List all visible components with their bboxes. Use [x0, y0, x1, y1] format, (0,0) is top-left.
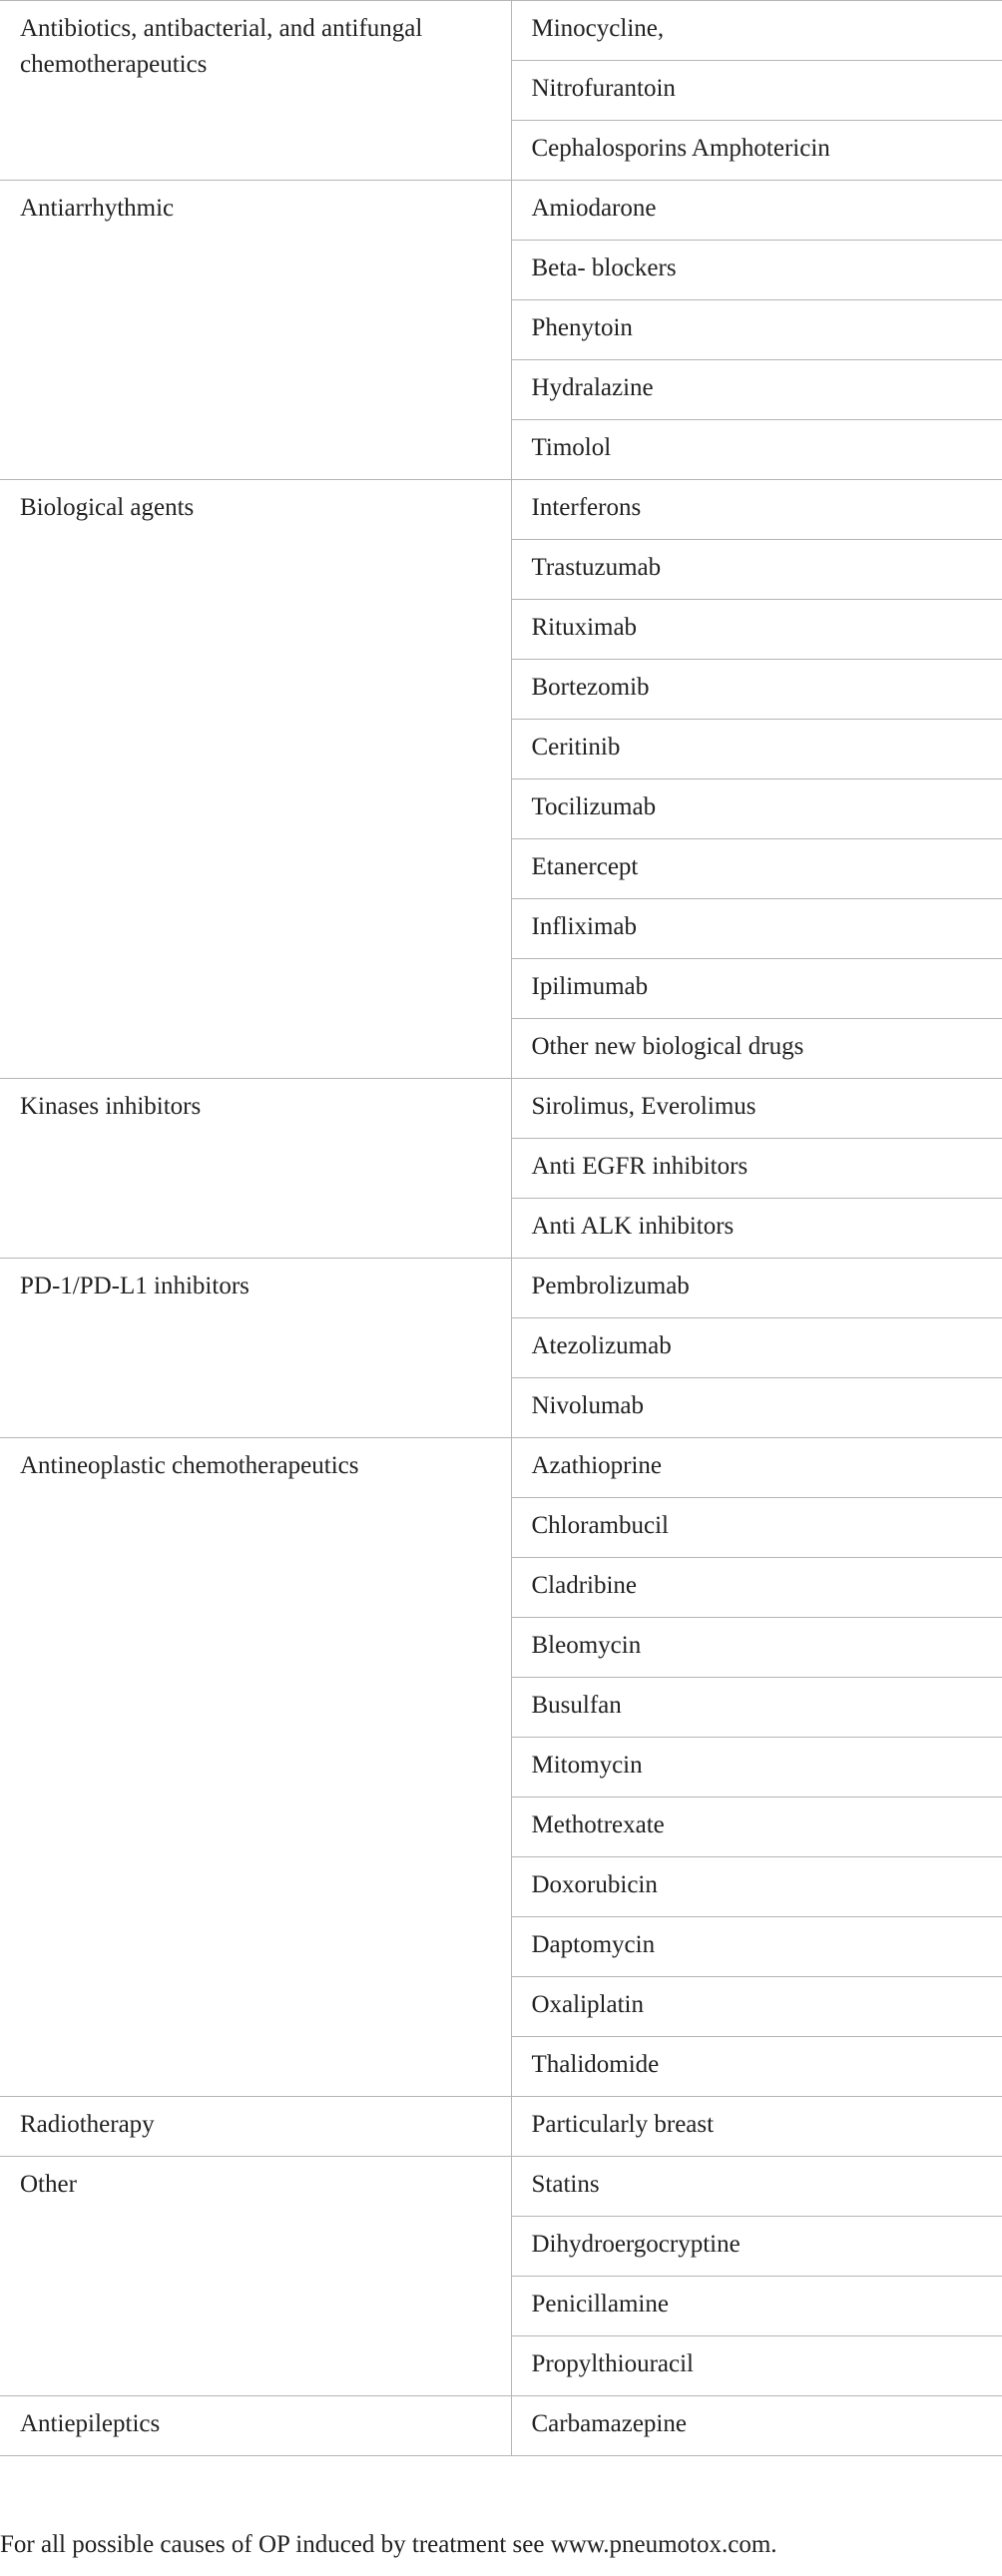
- drug-cell: Thalidomide: [511, 2037, 1002, 2097]
- category-cell: [0, 1079, 511, 1259]
- drug-cell: Oxaliplatin: [511, 1977, 1002, 2037]
- drug-cell: Penicillamine: [511, 2277, 1002, 2336]
- drug-cell: Methotrexate: [511, 1798, 1002, 1857]
- drug-cell: Azathioprine: [511, 1438, 1002, 1498]
- table-row: [0, 181, 1002, 241]
- table-body: [0, 1, 1002, 2456]
- category-label: Antiarrhythmic: [20, 195, 175, 222]
- drug-cell: Particularly breast: [511, 2097, 1002, 2157]
- drug-cell: Doxorubicin: [511, 1857, 1002, 1917]
- drug-cell: Etanercept: [511, 839, 1002, 899]
- category-label: Antiepileptics: [20, 2410, 161, 2437]
- drug-cell: Pembrolizumab: [511, 1259, 1002, 1318]
- drug-cell: Amiodarone: [511, 181, 1002, 241]
- drug-cell: Mitomycin: [511, 1738, 1002, 1798]
- category-cell: [0, 2097, 511, 2157]
- table-row: [0, 2097, 1002, 2157]
- drug-cell: Statins: [511, 2157, 1002, 2217]
- drug-cell: Beta- blockers: [511, 241, 1002, 300]
- category-cell: [0, 480, 511, 1079]
- drug-cell: Cephalosporins Amphotericin: [511, 121, 1002, 181]
- table-row: [0, 2157, 1002, 2217]
- category-cell: [0, 1438, 511, 2097]
- drug-cell: Trastuzumab: [511, 540, 1002, 600]
- drug-cell: Timolol: [511, 420, 1002, 480]
- table-row: [0, 1, 1002, 61]
- category-label: PD-1/PD-L1 inhibitors: [20, 1273, 250, 1299]
- table-row: [0, 1259, 1002, 1318]
- drug-cell: Interferons: [511, 480, 1002, 540]
- drug-cell: Sirolimus, Everolimus: [511, 1079, 1002, 1139]
- drug-cell: Bortezomib: [511, 660, 1002, 720]
- table-row: [0, 2396, 1002, 2456]
- drug-cell: Chlorambucil: [511, 1498, 1002, 1558]
- drug-cell: Ipilimumab: [511, 959, 1002, 1019]
- drug-cell: Busulfan: [511, 1678, 1002, 1738]
- category-cell: [0, 181, 511, 480]
- drug-cell: Phenytoin: [511, 300, 1002, 360]
- drug-cell: Tocilizumab: [511, 779, 1002, 839]
- drug-cell: Infliximab: [511, 899, 1002, 959]
- drug-cell: Rituximab: [511, 600, 1002, 660]
- drug-cell: Minocycline,: [511, 1, 1002, 61]
- table-row: [0, 480, 1002, 540]
- category-cell: [0, 2396, 511, 2456]
- drug-cell: Daptomycin: [511, 1917, 1002, 1977]
- table-footnote: For all possible causes of OP induced by treatment see www.pneumotox.com.: [0, 2531, 777, 2558]
- table-row: [0, 1079, 1002, 1139]
- drug-cell: Hydralazine: [511, 360, 1002, 420]
- category-label: Biological agents: [20, 494, 195, 521]
- category-cell: [0, 2157, 511, 2396]
- drug-cell: Anti EGFR inhibitors: [511, 1139, 1002, 1199]
- category-cell: [0, 1, 511, 181]
- drug-cell: Atezolizumab: [511, 1318, 1002, 1378]
- drug-cell: Propylthiouracil: [511, 2336, 1002, 2396]
- category-label: Kinases inhibitors: [20, 1093, 202, 1120]
- drug-cell: Bleomycin: [511, 1618, 1002, 1678]
- drug-cell: Ceritinib: [511, 720, 1002, 779]
- drug-cell: Other new biological drugs: [511, 1019, 1002, 1079]
- drug-cell: Cladribine: [511, 1558, 1002, 1618]
- drug-cell: Nivolumab: [511, 1378, 1002, 1438]
- drug-cell: Anti ALK inhibitors: [511, 1199, 1002, 1259]
- drug-cell: Carbamazepine: [511, 2396, 1002, 2456]
- category-label: Antineoplastic chemotherapeutics: [20, 1452, 359, 1479]
- drug-cell: Nitrofurantoin: [511, 61, 1002, 121]
- drug-cell: Dihydroergocryptine: [511, 2217, 1002, 2277]
- category-label: Antibiotics, antibacterial, and antifungal chemotherapeutics: [20, 15, 423, 78]
- category-label: Other: [20, 2171, 77, 2198]
- category-cell: [0, 1259, 511, 1438]
- category-label: Radiotherapy: [20, 2111, 155, 2138]
- table-row: [0, 1438, 1002, 1498]
